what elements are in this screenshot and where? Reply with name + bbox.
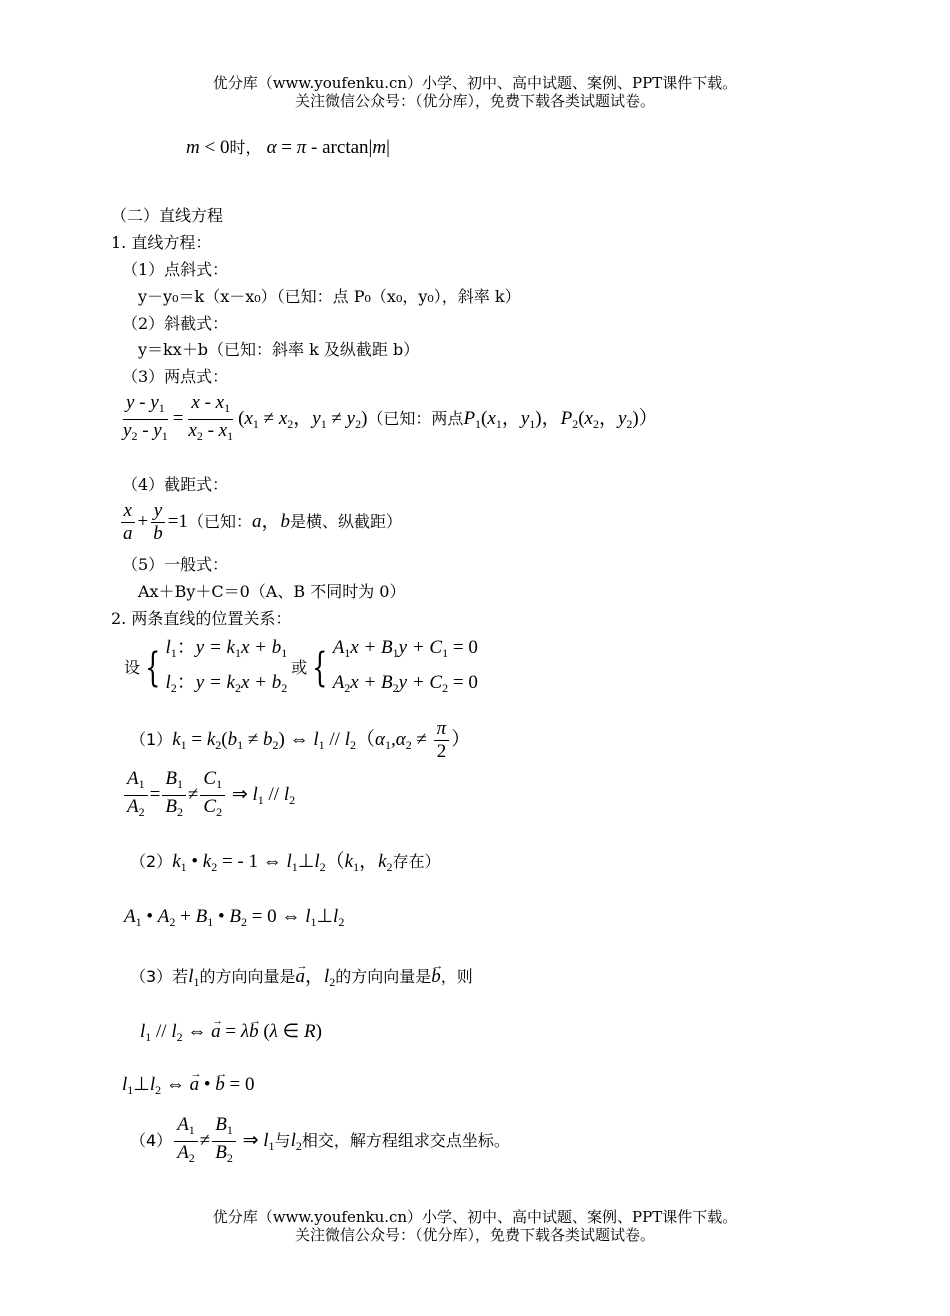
m-negative-formula: m < 0时， α = π - arctan|m|: [186, 137, 390, 158]
parallel-condition-2: $\frac{A_1}{A_2}$ = $\frac{B_1}{B_2}$ ≠ $\frac{C_1}{C_2}$ ⇒ $l_1 // l_2$: [122, 768, 295, 823]
formula-2-text: y＝kx＋b（已知：斜率 k 及纵截距 b）: [138, 340, 420, 359]
intercept-formula: $\frac{x}{a}$ + $\frac{y}{b}$ =1（已知：a，b是横、纵截距）: [118, 500, 402, 545]
exist-text: 存在）: [392, 852, 441, 871]
formula-5-text: Ax＋By＋C＝0（A、B 不同时为 0）: [138, 582, 406, 601]
section-title: （二）直线方程: [111, 206, 224, 225]
two-point-formula: $\frac{y - y_1}{y_2 - y_1}$ = $\frac{x - x_1}{x_2 - x_1}$ ($x_1 \ne x_2$，$y_1 \ne y_2$)（已知：两点$P_1(x_1$，$y_1$)，$P_2(x_2$，$y_2$)）: [123, 392, 658, 443]
p1-label: （1）: [130, 730, 173, 749]
or-label: 或: [291, 658, 308, 677]
footer-line-1: 优分库（www.youfenku.cn）小学、初中、高中试题、案例、PPT课件下载。: [212, 1208, 738, 1226]
direction-vector-text: （3）若$l_1$的方向向量是→ a，$l_2$的方向向量是→ b，则: [130, 965, 473, 994]
formula-4-label: （4）截距式：: [122, 475, 229, 494]
parallel-condition-1: $(1)k_1 = k_2(b_1 \ne b_2)$ ⇔ $l_1 // l_2(\alpha_1,\alpha_2$ ≠ $\frac{\pi}{2}$ ）: [130, 718, 471, 762]
p2-label: （2）: [130, 852, 173, 871]
vector-perpendicular: $l_1\perp l_2$ ⇔ → a • → b = 0: [122, 1073, 255, 1102]
formula-1-label: （1）点斜式：: [122, 260, 229, 279]
item-1-title: 1. 直线方程：: [111, 233, 212, 252]
line-system: 设 { $l_1$：$y = k_1x + b_1$ $l_2$：$y = k_2x + b_2$ 或 { $A_1x + B_1y + C_1 = 0$ $A_2x + B_2y + C_2 = 0$: [124, 637, 478, 695]
perpendicular-condition-1: $(2)k_1$ • $k_2$ = - 1 ⇔ $l_1\perp l_2(k_1$，$k_2$存在）: [130, 851, 441, 874]
two-point-condition: （已知：两点: [367, 409, 464, 428]
p4-label: （4）: [130, 1131, 173, 1150]
intersection-condition: （4） $\frac{A_1}{A_2}$ ≠ $\frac{B_1}{B_2}$ ⇒ $l_1$与$l_2$相交，解方程组求交点坐标。: [130, 1114, 510, 1165]
formula-5-label: （5）一般式：: [122, 555, 229, 574]
header-line-2: 关注微信公众号：（优分库），免费下载各类试题试卷。: [294, 92, 655, 110]
header-line-1: 优分库（www.youfenku.cn）小学、初中、高中试题、案例、PPT课件下载。: [212, 74, 738, 92]
intercept-condition: （已知：: [187, 512, 252, 531]
formula-2-label: （2）斜截式：: [122, 314, 229, 333]
intercept-condition-2: 是横、纵截距）: [289, 512, 402, 531]
perpendicular-condition-2: $A_1$ • $A_2 + B_1$ • $B_2 = 0$ ⇔ $l_1\perp l_2$: [124, 906, 345, 929]
p3-label: （3）若: [130, 967, 189, 986]
set-label: 设: [124, 658, 141, 677]
formula-1-text: y－y₀＝k（x－x₀）（已知：点 P₀（x₀，y₀），斜率 k）: [138, 287, 521, 306]
footer-line-2: 关注微信公众号：（优分库），免费下载各类试题试卷。: [294, 1226, 655, 1244]
item-2-title: 2. 两条直线的位置关系：: [111, 609, 292, 628]
formula-3-label: （3）两点式：: [122, 367, 229, 386]
vector-parallel: $l_1 // l_2$ ⇔ → a = λ→ b (λ ∈ R): [140, 1020, 322, 1049]
